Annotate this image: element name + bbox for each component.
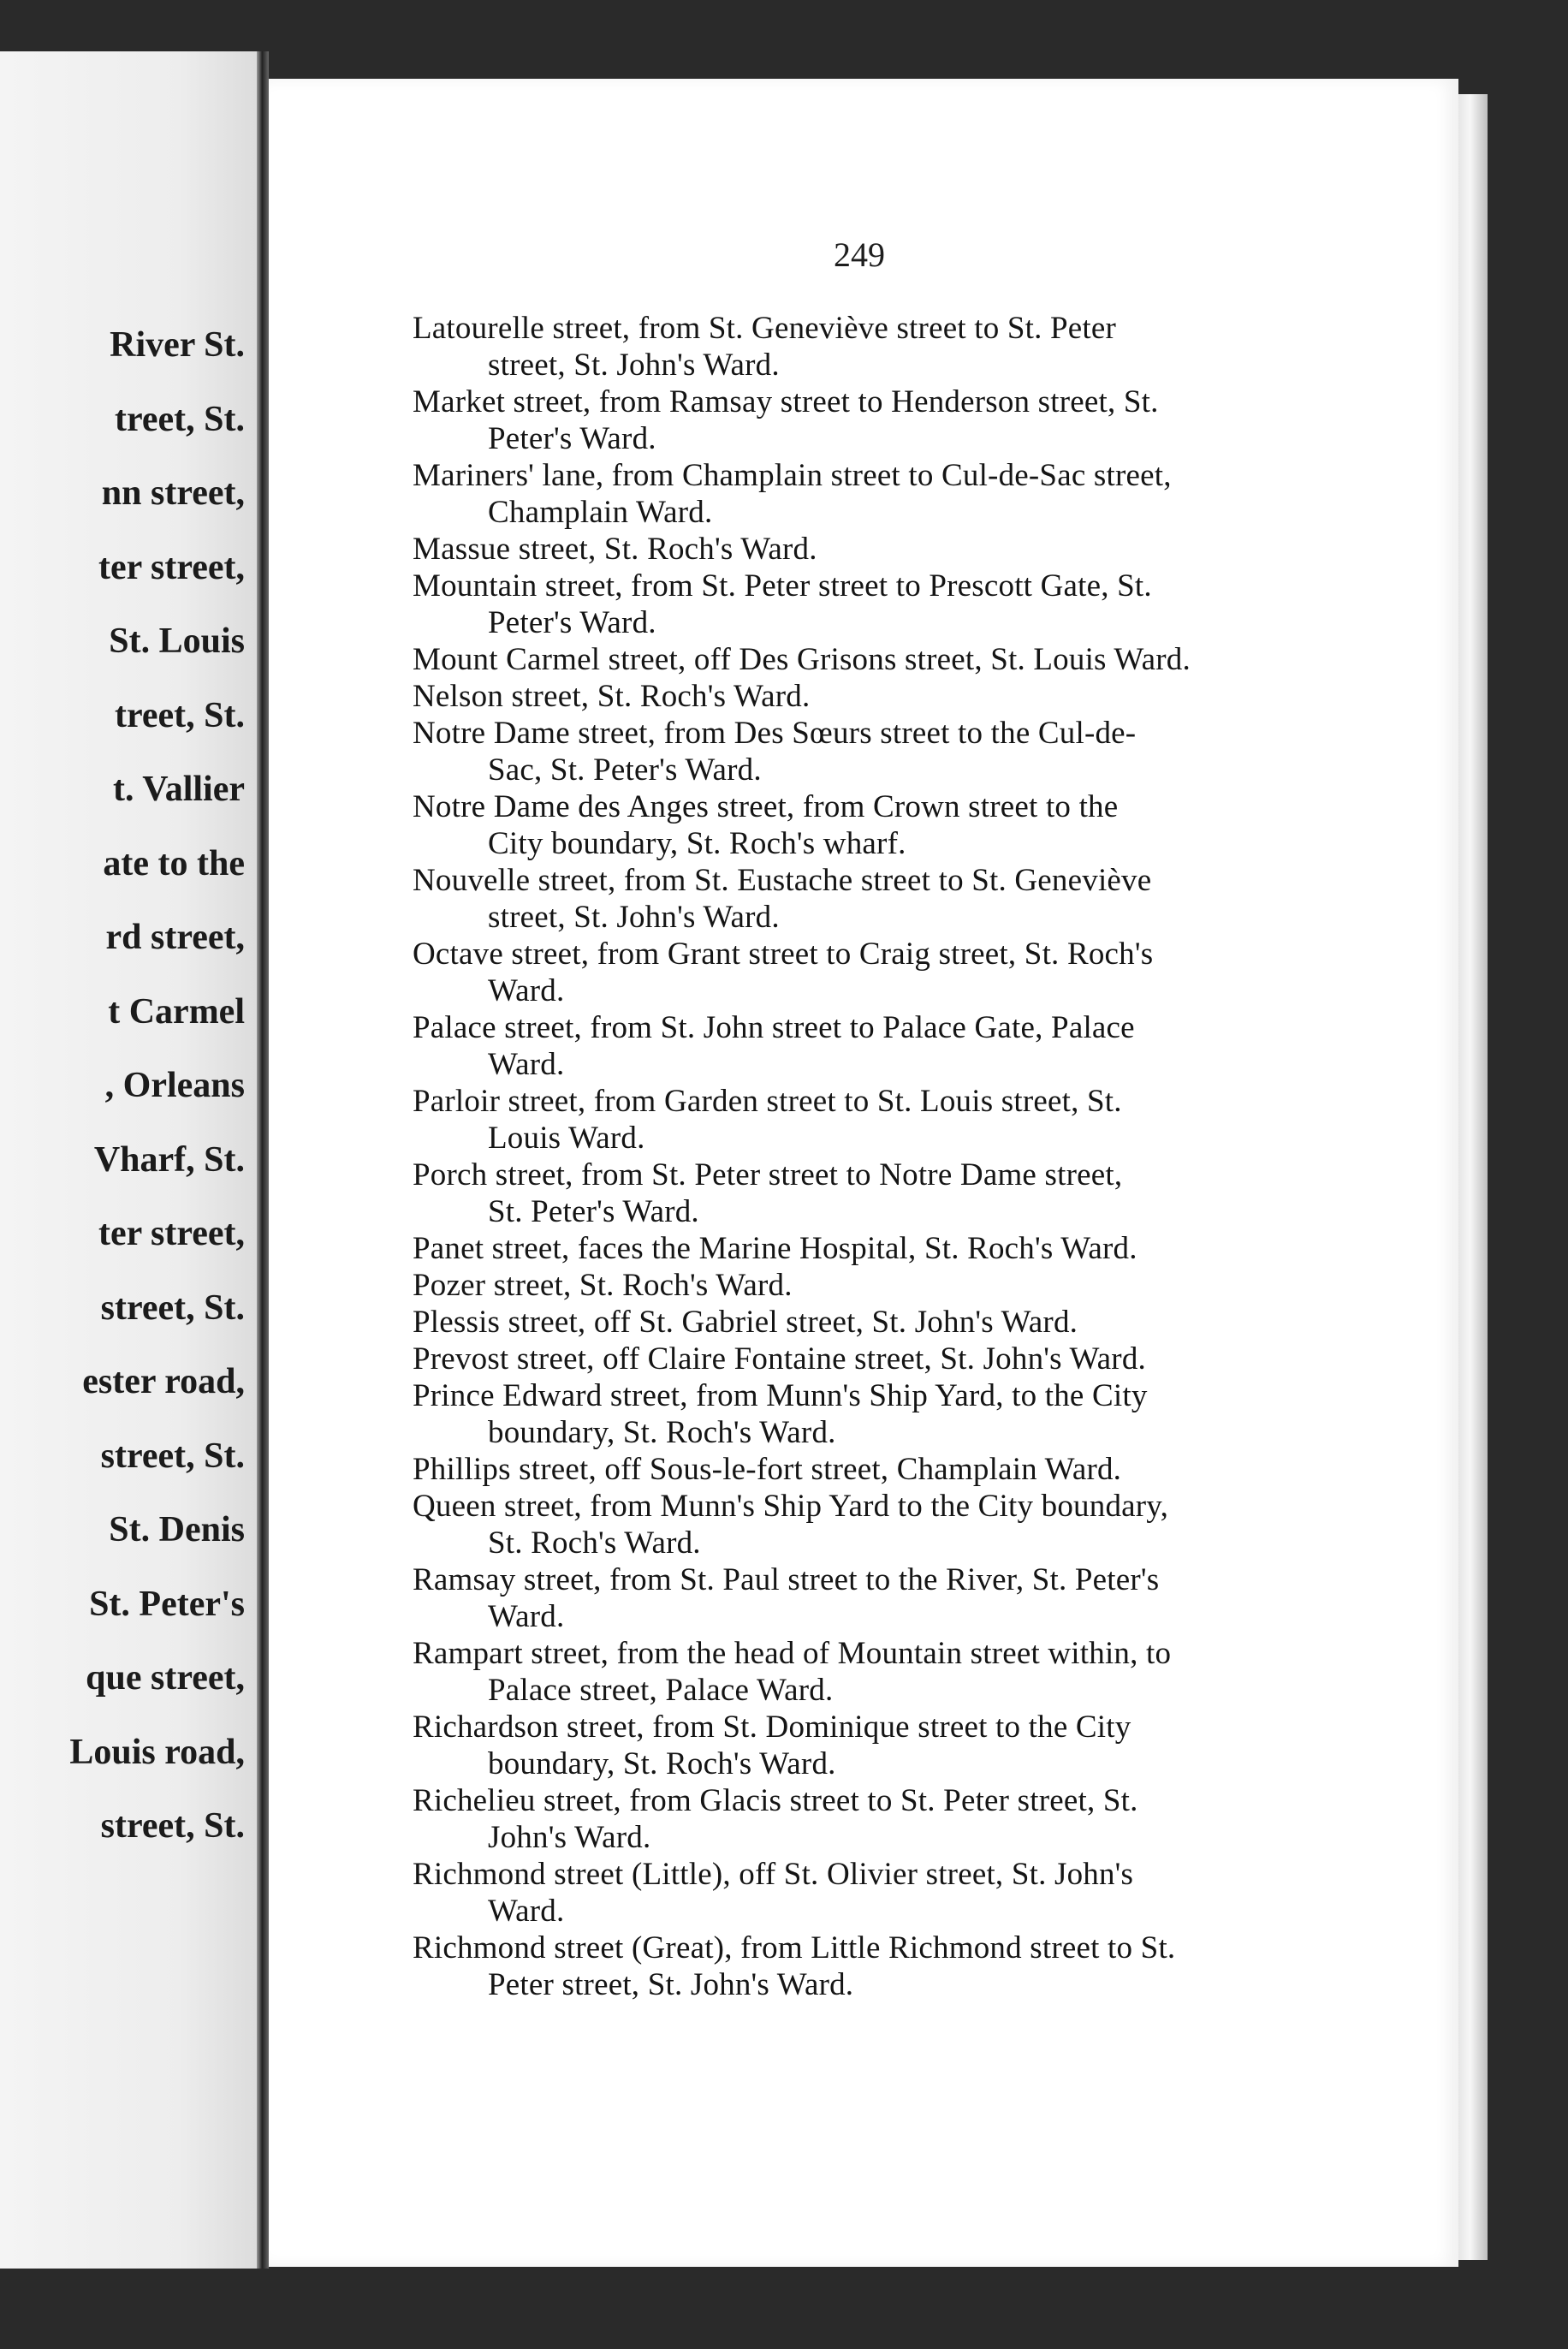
street-entry <box>413 715 1422 788</box>
street-entry <box>413 1230 1422 1267</box>
entry-line: Richmond street (Great), from Little Richmond street to St. <box>413 1930 1176 1965</box>
street-entry <box>413 1488 1422 1561</box>
left-page-line: ester road, <box>82 1362 245 1401</box>
entry-line: Rampart street, from the head of Mountain street within, to <box>413 1636 1172 1671</box>
book-gutter <box>257 51 269 2269</box>
street-entry <box>413 457 1422 531</box>
entry-continuation-line: Peter street, St. John's Ward. <box>488 1967 854 2002</box>
street-entry <box>413 1009 1422 1083</box>
entry-line: Latourelle street, from St. Geneviève street to St. Peter <box>413 311 1117 346</box>
entry-line: Richelieu street, from Glacis street to St. Peter street, St. <box>413 1783 1138 1818</box>
entry-continuation-line: Ward. <box>488 1599 565 1634</box>
left-page <box>0 51 257 2269</box>
entry-continuation-line: boundary, St. Roch's Ward. <box>488 1415 836 1450</box>
entry-line: Prince Edward street, from Munn's Ship Yard, to the City <box>413 1378 1148 1413</box>
street-entry <box>413 678 1422 715</box>
street-entry <box>413 1451 1422 1488</box>
left-page-line: street, St. <box>100 1287 245 1328</box>
street-index-list <box>413 310 1422 2003</box>
street-entry <box>413 788 1422 862</box>
street-entry <box>413 310 1422 384</box>
left-page-line: t Carmel <box>108 991 245 1032</box>
entry-continuation-line: Ward. <box>488 973 565 1008</box>
street-entry <box>413 936 1422 1009</box>
street-entry <box>413 531 1422 568</box>
left-page-line: St. Peter's <box>89 1584 245 1624</box>
left-page-line: street, St. <box>100 1806 245 1846</box>
street-entry <box>413 1341 1422 1377</box>
left-page-line: Louis road, <box>69 1732 245 1772</box>
entry-line: Nelson street, St. Roch's Ward. <box>413 679 811 714</box>
entry-line: Massue street, St. Roch's Ward. <box>413 532 817 567</box>
left-page-line: St. Denis <box>109 1510 245 1549</box>
right-page <box>269 79 1458 2267</box>
page-edge <box>1458 94 1488 2260</box>
entry-continuation-line: John's Ward. <box>488 1820 651 1855</box>
entry-line: Pozer street, St. Roch's Ward. <box>413 1268 793 1303</box>
entry-continuation-line: street, St. John's Ward. <box>488 348 780 383</box>
entry-line: Parloir street, from Garden street to St. Louis street, St. <box>413 1084 1122 1119</box>
entry-line: Octave street, from Grant street to Craig street, St. Roch's <box>413 937 1154 972</box>
entry-continuation-line: Palace street, Palace Ward. <box>488 1673 834 1708</box>
entry-line: Notre Dame des Anges street, from Crown street to the <box>413 789 1119 824</box>
street-entry <box>413 1930 1422 2003</box>
page-number: 249 <box>834 235 885 274</box>
entry-continuation-line: Ward. <box>488 1047 565 1082</box>
left-page-line: t. Vallier <box>113 770 245 809</box>
entry-line: Mariners' lane, from Champlain street to Cul-de-Sac street, <box>413 458 1172 493</box>
left-page-line: rd street, <box>105 918 245 957</box>
street-entry <box>413 1635 1422 1709</box>
entry-line: Market street, from Ramsay street to Henderson street, St. <box>413 384 1159 419</box>
entry-continuation-line: street, St. John's Ward. <box>488 900 780 935</box>
left-page-line: nn street, <box>101 473 245 513</box>
left-page-line: treet, St. <box>115 695 245 735</box>
entry-line: Mountain street, from St. Peter street to Prescott Gate, St. <box>413 568 1152 604</box>
left-page-line: St. Louis <box>109 621 245 661</box>
entry-line: Richmond street (Little), off St. Olivier street, St. John's <box>413 1857 1134 1892</box>
street-entry <box>413 384 1422 457</box>
entry-line: Richardson street, from St. Dominique street to the City <box>413 1710 1131 1745</box>
entry-line: Phillips street, off Sous-le-fort street, Champlain Ward. <box>413 1452 1122 1487</box>
entry-continuation-line: boundary, St. Roch's Ward. <box>488 1746 836 1781</box>
left-page-line: street, St. <box>100 1436 245 1476</box>
street-entry <box>413 568 1422 641</box>
entry-continuation-line: Louis Ward. <box>488 1121 645 1156</box>
entry-continuation-line: City boundary, St. Roch's wharf. <box>488 826 906 861</box>
entry-line: Plessis street, off St. Gabriel street, St. John's Ward. <box>413 1305 1078 1340</box>
entry-line: Mount Carmel street, off Des Grisons street, St. Louis Ward. <box>413 642 1191 677</box>
street-entry <box>413 1709 1422 1782</box>
street-entry <box>413 1561 1422 1635</box>
street-entry <box>413 862 1422 936</box>
entry-line: Nouvelle street, from St. Eustache street to St. Geneviève <box>413 863 1152 898</box>
entry-line: Notre Dame street, from Des Sœurs street to the Cul-de- <box>413 716 1137 751</box>
left-page-line: treet, St. <box>115 399 245 439</box>
entry-continuation-line: Sac, St. Peter's Ward. <box>488 752 762 788</box>
street-entry <box>413 1377 1422 1451</box>
entry-line: Porch street, from St. Peter street to Notre Dame street, <box>413 1157 1123 1192</box>
entry-line: Prevost street, off Claire Fontaine street, St. John's Ward. <box>413 1341 1146 1377</box>
street-entry <box>413 1157 1422 1230</box>
left-page-line: River St. <box>110 325 245 365</box>
entry-line: Queen street, from Munn's Ship Yard to the City boundary, <box>413 1489 1169 1524</box>
left-page-line: , Orleans <box>104 1066 245 1105</box>
entry-continuation-line: Peter's Ward. <box>488 421 656 456</box>
left-page-line: que street, <box>86 1658 245 1698</box>
entry-continuation-line: Peter's Ward. <box>488 605 656 640</box>
street-entry <box>413 1782 1422 1856</box>
street-entry <box>413 1083 1422 1157</box>
entry-continuation-line: St. Peter's Ward. <box>488 1194 699 1229</box>
entry-continuation-line: Ward. <box>488 1894 565 1929</box>
entry-continuation-line: St. Roch's Ward. <box>488 1525 701 1561</box>
street-entry <box>413 1304 1422 1341</box>
entry-line: Palace street, from St. John street to Palace Gate, Palace <box>413 1010 1135 1045</box>
left-page-line: ate to the <box>103 843 245 883</box>
entry-continuation-line: Champlain Ward. <box>488 495 713 530</box>
street-entry <box>413 1267 1422 1304</box>
entry-line: Panet street, faces the Marine Hospital, St. Roch's Ward. <box>413 1231 1137 1266</box>
left-page-line: Vharf, St. <box>93 1139 245 1180</box>
entry-line: Ramsay street, from St. Paul street to the River, St. Peter's <box>413 1562 1160 1597</box>
left-page-line: ter street, <box>98 547 245 587</box>
street-entry <box>413 1856 1422 1930</box>
left-page-line: ter street, <box>98 1214 245 1253</box>
street-entry <box>413 641 1422 678</box>
